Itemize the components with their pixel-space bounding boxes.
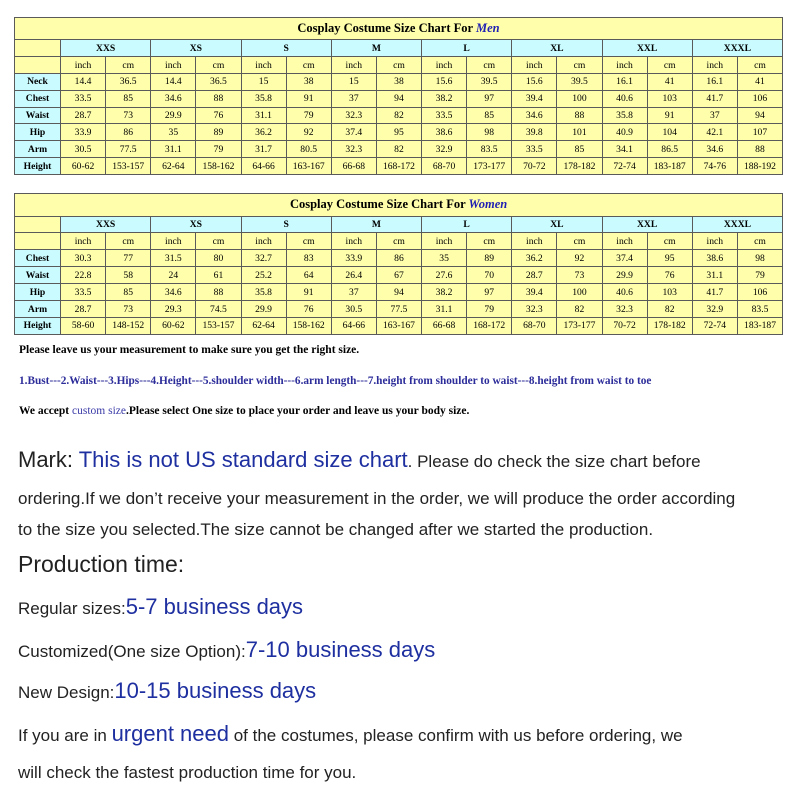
measurement-value: 74.5: [196, 301, 241, 318]
measurement-label: Neck: [15, 74, 61, 91]
measurement-value: 82: [557, 301, 602, 318]
measurement-value: 83: [286, 250, 331, 267]
unit-header: inch: [512, 57, 557, 74]
measurement-value: 33.9: [61, 124, 106, 141]
measurement-value: 39.5: [557, 74, 602, 91]
measurement-value: 103: [647, 90, 692, 107]
custom-label: Customized(One size Option):: [18, 642, 246, 661]
measurement-value: 100: [557, 90, 602, 107]
measurement-value: 35.8: [241, 284, 286, 301]
measurement-value: 83.5: [467, 141, 512, 158]
measurement-value: 22.8: [61, 267, 106, 284]
measurement-value: 40.9: [602, 124, 647, 141]
unit-header: cm: [467, 233, 512, 250]
size-header: XS: [151, 216, 241, 233]
measurement-value: 70: [467, 267, 512, 284]
new-design-value: 10-15 business days: [114, 678, 317, 703]
measurement-value: 68-70: [512, 317, 557, 334]
unit-header: inch: [602, 57, 647, 74]
measurement-value: 31.1: [692, 267, 737, 284]
measurement-value: 82: [376, 141, 421, 158]
measurement-value: 33.5: [61, 90, 106, 107]
measurement-value: 94: [737, 107, 782, 124]
measurement-value: 68-70: [422, 158, 467, 175]
measurement-label: Arm: [15, 141, 61, 158]
unit-header: cm: [196, 57, 241, 74]
measurement-value: 89: [467, 250, 512, 267]
measurement-value: 31.1: [241, 107, 286, 124]
measurement-value: 70-72: [602, 317, 647, 334]
measurement-value: 95: [376, 124, 421, 141]
unit-header: cm: [737, 233, 782, 250]
measurement-value: 34.1: [602, 141, 647, 158]
measurement-value: 101: [557, 124, 602, 141]
measurement-value: 36.2: [241, 124, 286, 141]
measurement-value: 77: [106, 250, 151, 267]
measurement-label: Chest: [15, 90, 61, 107]
custom-note-prefix: We accept: [19, 405, 73, 417]
measurement-value: 61: [196, 267, 241, 284]
unit-header: cm: [376, 233, 421, 250]
measurement-value: 29.9: [602, 267, 647, 284]
measurement-value: 41: [737, 74, 782, 91]
measurement-value: 30.5: [331, 301, 376, 318]
measurement-value: 85: [106, 90, 151, 107]
measurement-value: 32.3: [512, 301, 557, 318]
measurement-value: 107: [737, 124, 782, 141]
measurement-value: 74-76: [692, 158, 737, 175]
measurement-value: 178-182: [647, 317, 692, 334]
measurement-value: 82: [647, 301, 692, 318]
measurement-value: 85: [557, 141, 602, 158]
unit-header: cm: [196, 233, 241, 250]
chart-title-gender: Women: [468, 197, 508, 212]
measurement-value: 168-172: [376, 158, 421, 175]
measurement-value: 73: [106, 107, 151, 124]
measurement-value: 98: [737, 250, 782, 267]
measurement-value: 153-157: [196, 317, 241, 334]
measurement-value: 58: [106, 267, 151, 284]
unit-header: inch: [422, 57, 467, 74]
measurement-value: 86.5: [647, 141, 692, 158]
measurement-value: 14.4: [151, 74, 196, 91]
measurement-value: 37: [692, 107, 737, 124]
measurement-value: 73: [106, 301, 151, 318]
measurement-value: 183-187: [647, 158, 692, 175]
measurement-value: 76: [286, 301, 331, 318]
unit-header: inch: [61, 233, 106, 250]
unit-header-row: [15, 57, 783, 74]
urgent-highlight: urgent need: [111, 721, 229, 746]
new-design-label: New Design:: [18, 683, 115, 702]
measurement-value: 188-192: [737, 158, 782, 175]
fastest-line: will check the fastest production time for you.: [18, 763, 357, 782]
measurement-value: 83.5: [737, 301, 782, 318]
unit-header-row: [15, 233, 783, 250]
chart-title: [15, 194, 783, 217]
size-header: XL: [512, 216, 602, 233]
size-header: XXL: [602, 40, 692, 57]
unit-header: cm: [286, 57, 331, 74]
unit-header: cm: [737, 57, 782, 74]
unit-header: inch: [692, 233, 737, 250]
measurement-value: 32.3: [331, 107, 376, 124]
measurement-row: [15, 90, 783, 107]
measurement-value: 16.1: [692, 74, 737, 91]
urgent-suffix: of the costumes, please confirm with us before ordering, we: [229, 726, 683, 745]
measurement-label: Height: [15, 317, 61, 334]
measurement-value: 70-72: [512, 158, 557, 175]
measurement-value: 41.7: [692, 90, 737, 107]
measurement-value: 31.1: [151, 141, 196, 158]
unit-header: cm: [647, 233, 692, 250]
measurement-label: Hip: [15, 284, 61, 301]
chart-title-row: [15, 194, 783, 217]
measurement-value: 32.9: [422, 141, 467, 158]
measurement-row: [15, 284, 783, 301]
measurement-value: 62-64: [151, 158, 196, 175]
custom-size-note: [19, 405, 469, 417]
measurement-value: 153-157: [106, 158, 151, 175]
measurement-row: [15, 107, 783, 124]
measurement-value: 35: [151, 124, 196, 141]
measurement-value: 26.4: [331, 267, 376, 284]
unit-header: inch: [692, 57, 737, 74]
women-size-chart: [14, 193, 783, 335]
chart-title-prefix: Cosplay Costume Size Chart For: [297, 21, 476, 36]
measurement-value: 38.6: [692, 250, 737, 267]
size-header: XXS: [61, 40, 151, 57]
regular-sizes-line: [18, 594, 303, 620]
measurement-value: 28.7: [512, 267, 557, 284]
measurement-value: 72-74: [692, 317, 737, 334]
measurement-value: 29.9: [241, 301, 286, 318]
corner-cell: [15, 233, 61, 250]
measurement-value: 91: [286, 90, 331, 107]
measurement-note: Please leave us your measurement to make sure you get the right size.: [19, 344, 360, 356]
measurement-value: 173-177: [467, 158, 512, 175]
measurement-value: 32.3: [331, 141, 376, 158]
unit-header: cm: [106, 57, 151, 74]
measurement-value: 88: [196, 90, 241, 107]
measurement-value: 88: [196, 284, 241, 301]
size-header: XXL: [602, 216, 692, 233]
unit-header: cm: [376, 57, 421, 74]
size-header: S: [241, 216, 331, 233]
measurement-value: 32.9: [692, 301, 737, 318]
measurement-value: 97: [467, 284, 512, 301]
size-header: XXXL: [692, 216, 782, 233]
measurement-value: 16.1: [602, 74, 647, 91]
measurement-value: 34.6: [151, 90, 196, 107]
unit-header: cm: [557, 57, 602, 74]
corner-cell: [15, 57, 61, 74]
measurement-value: 79: [286, 107, 331, 124]
size-header: S: [241, 40, 331, 57]
measurement-value: 64-66: [241, 158, 286, 175]
measurement-value: 97: [467, 90, 512, 107]
measurement-value: 29.9: [151, 107, 196, 124]
measurement-value: 79: [196, 141, 241, 158]
measurement-value: 35.8: [241, 90, 286, 107]
measurement-value: 32.7: [241, 250, 286, 267]
custom-value: 7-10 business days: [245, 637, 436, 662]
size-header-row: [15, 40, 783, 57]
men-chart-body: [15, 18, 783, 175]
measurement-value: 38.6: [422, 124, 467, 141]
measurement-value: 40.6: [602, 90, 647, 107]
measurement-value: 72-74: [602, 158, 647, 175]
size-header: M: [331, 40, 421, 57]
measurement-label: Chest: [15, 250, 61, 267]
measurement-value: 39.5: [467, 74, 512, 91]
unit-header: inch: [422, 233, 467, 250]
measurement-value: 60-62: [61, 158, 106, 175]
mark-line-2: ordering.If we don’t receive your measurement in the order, we will produce the order according: [18, 489, 736, 508]
measurement-value: 29.3: [151, 301, 196, 318]
measurement-value: 91: [647, 107, 692, 124]
measurement-value: 91: [286, 284, 331, 301]
measurement-label: Arm: [15, 301, 61, 318]
measurement-value: 31.1: [422, 301, 467, 318]
measurement-value: 85: [467, 107, 512, 124]
measurement-value: 34.6: [151, 284, 196, 301]
measurement-value: 106: [737, 90, 782, 107]
measurement-label: Height: [15, 158, 61, 175]
measurement-value: 14.4: [61, 74, 106, 91]
measurement-value: 94: [376, 284, 421, 301]
unit-header: cm: [286, 233, 331, 250]
measurement-value: 148-152: [106, 317, 151, 334]
regular-value: 5-7 business days: [125, 594, 304, 619]
measurement-value: 86: [106, 124, 151, 141]
measurement-value: 15: [331, 74, 376, 91]
women-chart-body: [15, 194, 783, 335]
measurement-row: [15, 141, 783, 158]
mark-label: Mark:: [18, 447, 79, 472]
measurement-label: Waist: [15, 107, 61, 124]
measurement-value: 41: [647, 74, 692, 91]
size-header: XXS: [61, 216, 151, 233]
measurement-value: 28.7: [61, 107, 106, 124]
measurement-row: [15, 158, 783, 175]
urgent-prefix: If you are in: [18, 726, 112, 745]
measurement-value: 27.6: [422, 267, 467, 284]
measurement-value: 73: [557, 267, 602, 284]
size-header: XL: [512, 40, 602, 57]
measurement-value: 66-68: [331, 158, 376, 175]
measurement-value: 79: [737, 267, 782, 284]
measurement-value: 104: [647, 124, 692, 141]
measurement-value: 62-64: [241, 317, 286, 334]
measurement-value: 77.5: [106, 141, 151, 158]
measurement-value: 38.2: [422, 284, 467, 301]
measurement-value: 103: [647, 284, 692, 301]
men-size-chart: [14, 17, 783, 175]
regular-label: Regular sizes:: [18, 599, 126, 618]
measurement-value: 92: [286, 124, 331, 141]
measurement-value: 64-66: [331, 317, 376, 334]
urgent-line: [18, 721, 683, 747]
measurement-value: 95: [647, 250, 692, 267]
mark-line: [18, 447, 701, 473]
unit-header: cm: [647, 57, 692, 74]
measurement-list: 1.Bust---2.Waist---3.Hips---4.Height---5.shoulder width---6.arm length---7.height from shoulder to waist---8.height from waist to toe: [19, 375, 652, 387]
unit-header: inch: [331, 233, 376, 250]
measurement-value: 92: [557, 250, 602, 267]
measurement-value: 80: [196, 250, 241, 267]
measurement-value: 38: [376, 74, 421, 91]
measurement-label: Hip: [15, 124, 61, 141]
corner-cell: [15, 216, 61, 233]
measurement-value: 163-167: [286, 158, 331, 175]
measurement-value: 36.5: [196, 74, 241, 91]
measurement-value: 64: [286, 267, 331, 284]
measurement-label: Waist: [15, 267, 61, 284]
measurement-value: 15.6: [512, 74, 557, 91]
measurement-value: 15: [241, 74, 286, 91]
unit-header: cm: [467, 57, 512, 74]
measurement-value: 42.1: [692, 124, 737, 141]
measurement-value: 35: [422, 250, 467, 267]
measurement-value: 163-167: [376, 317, 421, 334]
measurement-value: 76: [196, 107, 241, 124]
mark-highlight: This is not US standard size chart: [78, 447, 408, 472]
new-design-line: [18, 678, 316, 704]
measurement-row: [15, 301, 783, 318]
measurement-value: 58-60: [61, 317, 106, 334]
measurement-value: 77.5: [376, 301, 421, 318]
measurement-value: 25.2: [241, 267, 286, 284]
measurement-value: 66-68: [422, 317, 467, 334]
measurement-value: 168-172: [467, 317, 512, 334]
measurement-row: [15, 267, 783, 284]
measurement-value: 40.6: [602, 284, 647, 301]
unit-header: inch: [512, 233, 557, 250]
unit-header: inch: [151, 57, 196, 74]
measurement-value: 33.5: [512, 141, 557, 158]
measurement-value: 31.7: [241, 141, 286, 158]
measurement-value: 183-187: [737, 317, 782, 334]
unit-header: cm: [557, 233, 602, 250]
unit-header: inch: [331, 57, 376, 74]
measurement-value: 24: [151, 267, 196, 284]
measurement-value: 41.7: [692, 284, 737, 301]
measurement-value: 37: [331, 90, 376, 107]
measurement-value: 35.8: [602, 107, 647, 124]
measurement-value: 86: [376, 250, 421, 267]
measurement-row: [15, 74, 783, 91]
unit-header: inch: [151, 233, 196, 250]
measurement-value: 88: [557, 107, 602, 124]
measurement-value: 36.2: [512, 250, 557, 267]
measurement-value: 79: [467, 301, 512, 318]
chart-title: [15, 18, 783, 40]
measurement-value: 33.9: [331, 250, 376, 267]
measurement-value: 39.4: [512, 90, 557, 107]
corner-cell: [15, 40, 61, 57]
unit-header: inch: [241, 57, 286, 74]
mark-line-3: to the size you selected.The size cannot be changed after we started the production.: [18, 520, 654, 539]
measurement-row: [15, 250, 783, 267]
measurement-value: 106: [737, 284, 782, 301]
measurement-value: 37: [331, 284, 376, 301]
size-header: XS: [151, 40, 241, 57]
measurement-value: 33.5: [61, 284, 106, 301]
measurement-value: 34.6: [512, 107, 557, 124]
measurement-value: 28.7: [61, 301, 106, 318]
measurement-value: 173-177: [557, 317, 602, 334]
measurement-value: 30.3: [61, 250, 106, 267]
measurement-value: 80.5: [286, 141, 331, 158]
measurement-value: 32.3: [602, 301, 647, 318]
measurement-value: 34.6: [692, 141, 737, 158]
measurement-value: 88: [737, 141, 782, 158]
unit-header: inch: [602, 233, 647, 250]
measurement-value: 100: [557, 284, 602, 301]
measurement-value: 60-62: [151, 317, 196, 334]
measurement-value: 158-162: [286, 317, 331, 334]
measurement-value: 15.6: [422, 74, 467, 91]
measurement-value: 37.4: [331, 124, 376, 141]
size-header-row: [15, 216, 783, 233]
size-header: L: [422, 40, 512, 57]
measurement-value: 98: [467, 124, 512, 141]
measurement-value: 39.4: [512, 284, 557, 301]
measurement-value: 38: [286, 74, 331, 91]
customized-line: [18, 637, 435, 663]
measurement-value: 39.8: [512, 124, 557, 141]
size-header: L: [422, 216, 512, 233]
chart-title-row: [15, 18, 783, 40]
unit-header: inch: [241, 233, 286, 250]
measurement-value: 38.2: [422, 90, 467, 107]
measurement-value: 89: [196, 124, 241, 141]
measurement-value: 37.4: [602, 250, 647, 267]
custom-note-suffix: .Please select One size to place your order and leave us your body size.: [126, 405, 470, 417]
measurement-value: 30.5: [61, 141, 106, 158]
measurement-value: 82: [376, 107, 421, 124]
measurement-value: 31.5: [151, 250, 196, 267]
custom-size-link[interactable]: custom size: [72, 405, 126, 417]
size-header: M: [331, 216, 421, 233]
mark-rest: . Please do check the size chart before: [407, 452, 701, 471]
measurement-row: [15, 124, 783, 141]
measurement-value: 85: [106, 284, 151, 301]
unit-header: inch: [61, 57, 106, 74]
size-header: XXXL: [692, 40, 782, 57]
measurement-value: 76: [647, 267, 692, 284]
measurement-value: 33.5: [422, 107, 467, 124]
measurement-row: [15, 317, 783, 334]
measurement-value: 178-182: [557, 158, 602, 175]
chart-title-prefix: Cosplay Costume Size Chart For: [289, 197, 469, 212]
measurement-value: 158-162: [196, 158, 241, 175]
measurement-value: 67: [376, 267, 421, 284]
unit-header: cm: [106, 233, 151, 250]
measurement-value: 36.5: [106, 74, 151, 91]
production-title: Production time:: [18, 551, 185, 577]
measurement-value: 94: [376, 90, 421, 107]
chart-title-gender: Men: [475, 21, 500, 36]
